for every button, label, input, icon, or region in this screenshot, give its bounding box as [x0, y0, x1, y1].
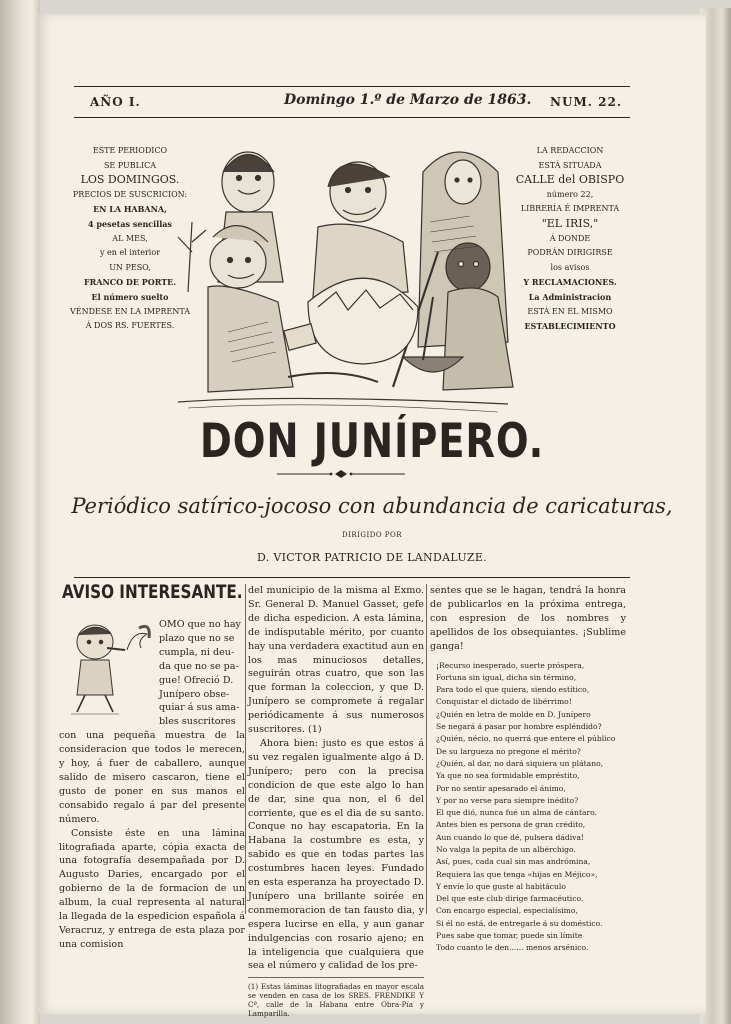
- article-intro-line: Junípero obse-: [159, 688, 230, 700]
- title-ornament: [275, 469, 407, 479]
- office-info-line: los avisos: [550, 262, 590, 272]
- office-info-line: Y RECLAMACIONES.: [523, 277, 617, 288]
- article-paragraph: Ahora bien: justo es que estos á su vez regalen igualmente algo á D. Junípero; pero con la precisa condicion de que este algo lo han de dar, sine qua non, el 6 del corriente, que es el dia de su santo. Conque no hay escapatoria. En la Habana la costumbre es esta, y sabido es que en todas partes las costumbres hacen leyes. Fundado en esta esperanza ha proyectado D. Junípero una brillante soirée en conmemoracion de tan fausto dia, y espera lucirse en ella, y aun ganar indulgencias con rosario ajeno; en la inteligencia que cualquiera que sea el número y calidad de los pre-: [248, 737, 424, 972]
- subscription-info-line: PRECIOS DE SUSCRICION:: [72, 189, 188, 199]
- column-divider: [426, 584, 427, 914]
- poem-verse: De su largueza no pregone el mérito?: [436, 746, 581, 756]
- newspaper-page: [38, 14, 706, 1019]
- article-paragraph: con una pequeña muestra de la consideracion que todos le merecen, y hoy, á fuer de caballero, aunque salido de misero cascaron, tiene el gusto de poner en sus manos el consabido regalo á par del presente número.: [59, 730, 245, 825]
- article-intro-line: da que no se pa-: [159, 660, 239, 672]
- poem: [430, 660, 626, 955]
- subscription-info-line: LOS DOMINGOS.: [80, 173, 180, 187]
- poem-verse: No valga la pepita de un albérchigo.: [436, 844, 576, 854]
- poem-verse: Para todo el que quiera, siendo estítico,: [436, 685, 590, 695]
- subscription-info-line: EN LA HABANA,: [93, 204, 167, 215]
- column-divider: [245, 584, 246, 914]
- article-heading: AVISO INTERESANTE.: [62, 581, 243, 603]
- director-name: D. VICTOR PATRICIO DE LANDALUZE.: [257, 551, 487, 564]
- subscription-info-line: ESTE PERIODICO: [92, 146, 168, 155]
- poem-verse: Pues sabe que tomar, puede sin límite: [436, 931, 583, 941]
- article-column-2: [248, 584, 424, 1018]
- article-intro-line: plazo que no se: [159, 632, 235, 644]
- subscription-info-line: 4 pesetas sencillas: [88, 218, 172, 229]
- article-intro-line: quiar á sus ama-: [159, 702, 240, 714]
- poem-verse: Y por no verse para siempre inédito?: [436, 795, 579, 805]
- office-info-line: PODRÁN DIRIGIRSE: [527, 248, 613, 258]
- poem-verse: Requiera las que tenga «hijas en Méjico»,: [436, 869, 598, 879]
- article-column-1: [59, 581, 245, 952]
- office-info-line: LA REDACCION: [536, 146, 604, 155]
- office-info-line: número 22,: [546, 189, 594, 199]
- subscription-info-line: Á DOS RS. FUERTES.: [85, 321, 175, 331]
- article-intro-line: OMO que no hay: [159, 619, 241, 630]
- poem-verse: Fortuna sin igual, dicha sin término,: [436, 672, 577, 682]
- poem-verse: Antes bien es persona de gran crédito,: [436, 820, 586, 830]
- office-info-line: "EL IRIS,": [541, 216, 599, 230]
- subscription-info-line: VÉNDESE EN LA IMPRENTA: [69, 306, 191, 316]
- article-intro-line: cumpla, ni deu-: [159, 646, 235, 658]
- office-info-line: CALLE del OBISPO: [515, 173, 625, 187]
- poem-verse: Aun cuando lo que dé, pulsera dádiva!: [436, 832, 585, 842]
- article-column-3: [430, 584, 626, 955]
- poem-verse: Así, pues, cada cual sin mas andrómina,: [436, 857, 591, 867]
- subscription-info-line: SE PUBLICA: [103, 160, 157, 170]
- issue-date: Domingo 1.º de Marzo de 1863.: [284, 92, 532, 108]
- poem-verse: Por no sentir apesarado el ánimo,: [436, 783, 566, 793]
- poem-verse: Si él no está, de entregarle á su doméstico.: [436, 918, 603, 928]
- office-info-line: Á DONDE: [549, 233, 591, 243]
- newspaper-title: DON JUNÍPERO.: [199, 414, 545, 469]
- subscription-info-line: AL MES,: [112, 233, 148, 243]
- article-intro-line: gue! Ofreció D.: [159, 674, 234, 686]
- subscription-info-line: UN PESO,: [109, 262, 151, 272]
- poem-verse: Del que este club dirige farmacéutico.: [436, 894, 584, 904]
- caricature-illustration: [168, 132, 518, 422]
- poem-verse: Conquistar el dictado de libérrimo!: [436, 697, 572, 707]
- poem-verse: Todo cuanto le den...... menos arsénico.: [436, 943, 589, 953]
- poem-verse: Con encargo especial, especialísimo,: [436, 906, 578, 916]
- article-paragraph: del municipio de la misma al Exmo. Sr. General D. Manuel Gasset, gefe de dicha espedicion. A esta lámina, de indisputable mérito, por cuanto hay una verdadera exactitud aun en los mas minuciosos detalles, seguirán otras cuatro, que son las que forman la coleccion, y que D. Junípero se compromete á regalar periódicamente á sus numerosos suscritores. (1): [248, 585, 424, 736]
- poem-verse: Ya que no sea formidable empréstito,: [436, 771, 580, 781]
- book-spine-left: [0, 0, 40, 1024]
- poem-verse: Se negará á pasar por hombre espléndido?: [436, 722, 602, 732]
- subscription-info-line: El número suelto: [91, 291, 169, 302]
- poem-verse: ¡Recurso inesperado, suerte próspera,: [436, 660, 585, 670]
- poem-verse: Y envíe lo que guste al habitáculo: [436, 881, 566, 891]
- newspaper-subtitle: Periódico satírico-jocoso con abundancia de caricaturas,: [71, 494, 673, 518]
- poem-verse: ¿Quién, al dar, no dará siquiera un plátano,: [436, 758, 604, 768]
- issue-header: [74, 86, 630, 118]
- footnote: (1) Estas láminas litografiadas en mayor escala se venden en casa de los SRES. FRENDIKE Y Cª, calle de la Habana entre Obra-Pía y Lamparilla.: [248, 977, 424, 1018]
- subscription-info-line: y en el interior: [99, 248, 160, 258]
- office-info-line: ESTABLECIMIENTO: [524, 321, 616, 332]
- article-paragraph: sentes que se le hagan, tendrá la honra de publicarlos en la próxima entrega, con espresion de los nombres y apellidos de los obsequiantes. ¡Sublime ganga!: [430, 585, 626, 652]
- poem-verse: ¿Quién, nécio, no querrá que entere el público: [436, 734, 616, 744]
- poem-verse: El que dió, nunca fué un alma de cántaro.: [436, 808, 598, 818]
- office-info-line: ESTÁ SITUADA: [538, 160, 602, 170]
- directed-by-label: DIRIGIDO POR: [341, 531, 403, 539]
- editorial-office-info: [510, 144, 630, 334]
- article-paragraph: Consiste éste en una lámina litografiada aparte, cópia exacta de una fotografía desempañada por D. Augusto Daries, encargado por el gobierno de la de formacion de un album, la cual representa al natural la llegada de la espedicion española á Veracruz, y entrega de esta plaza por una comision: [59, 827, 245, 950]
- subscription-info-line: FRANCO DE PORTE.: [83, 277, 177, 288]
- issue-number: NUM. 22.: [550, 95, 622, 109]
- office-info-line: LIBRERÍA É IMPRENTA: [520, 204, 620, 214]
- office-info-line: ESTÁ EN EL MISMO: [527, 306, 613, 316]
- article-intro-line: bles suscritores: [159, 716, 236, 728]
- issue-year: AÑO I.: [90, 95, 141, 109]
- office-info-line: La Administracion: [528, 291, 612, 302]
- poem-verse: ¿Quién en letra de molde en D. Junípero: [436, 709, 591, 719]
- masthead-divider: [74, 577, 630, 578]
- caricature-vignette: [67, 620, 153, 718]
